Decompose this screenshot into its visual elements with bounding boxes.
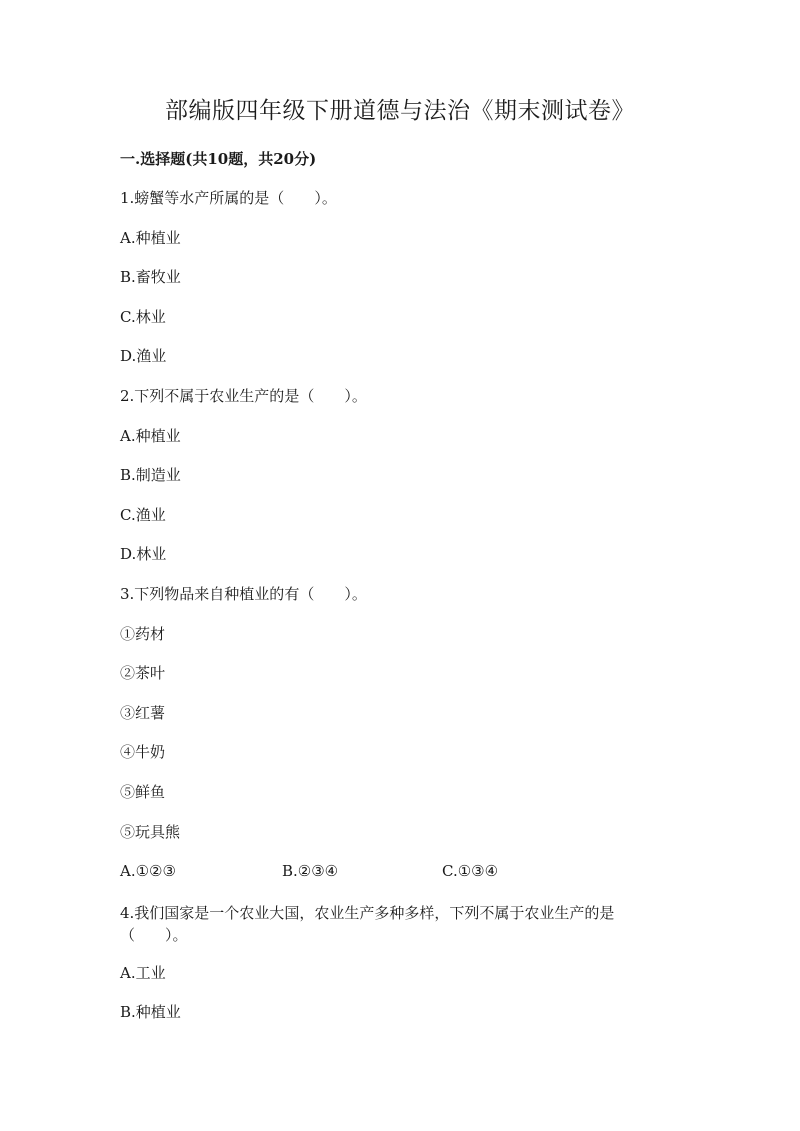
question-4-option-a: A.工业 — [120, 964, 166, 982]
section-heading: 一.选择题(共10题，共20分) — [120, 150, 317, 168]
question-2-stem: 2.下列不属于农业生产的是（ ）。 — [120, 387, 367, 405]
question-2-option-c: C.渔业 — [120, 506, 166, 524]
question-1-option-c: C.林业 — [120, 308, 166, 326]
question-3-option-c: C.①③④ — [442, 862, 499, 880]
question-3-option-b: B.②③④ — [282, 862, 339, 880]
question-3-stem: 3.下列物品来自种植业的有（ ）。 — [120, 585, 367, 603]
page-title: 部编版四年级下册道德与法治《期末测试卷》 — [165, 98, 635, 124]
question-1-option-a: A.种植业 — [120, 229, 181, 247]
question-3-item-6: ⑤玩具熊 — [120, 823, 181, 841]
question-1-option-b: B.畜牧业 — [120, 268, 181, 286]
question-1-option-d: D.渔业 — [120, 347, 167, 365]
question-1-stem: 1.螃蟹等水产所属的是（ ）。 — [120, 189, 337, 207]
question-4-stem-line-1: 4.我们国家是一个农业大国，农业生产多种多样，下列不属于农业生产的是 — [120, 904, 615, 922]
question-3-item-5: ⑤鲜鱼 — [120, 783, 166, 801]
question-2-option-a: A.种植业 — [120, 427, 181, 445]
question-3-item-2: ②茶叶 — [120, 664, 166, 682]
question-4-option-b: B.种植业 — [120, 1003, 181, 1021]
question-2-option-d: D.林业 — [120, 545, 167, 563]
question-3-item-1: ①药材 — [120, 625, 166, 643]
question-4-stem-line-2: （ ）。 — [120, 926, 188, 944]
question-3-item-4: ④牛奶 — [120, 743, 166, 761]
question-3-option-a: A.①②③ — [120, 862, 176, 880]
question-2-option-b: B.制造业 — [120, 466, 181, 484]
question-3-item-3: ③红薯 — [120, 704, 166, 722]
